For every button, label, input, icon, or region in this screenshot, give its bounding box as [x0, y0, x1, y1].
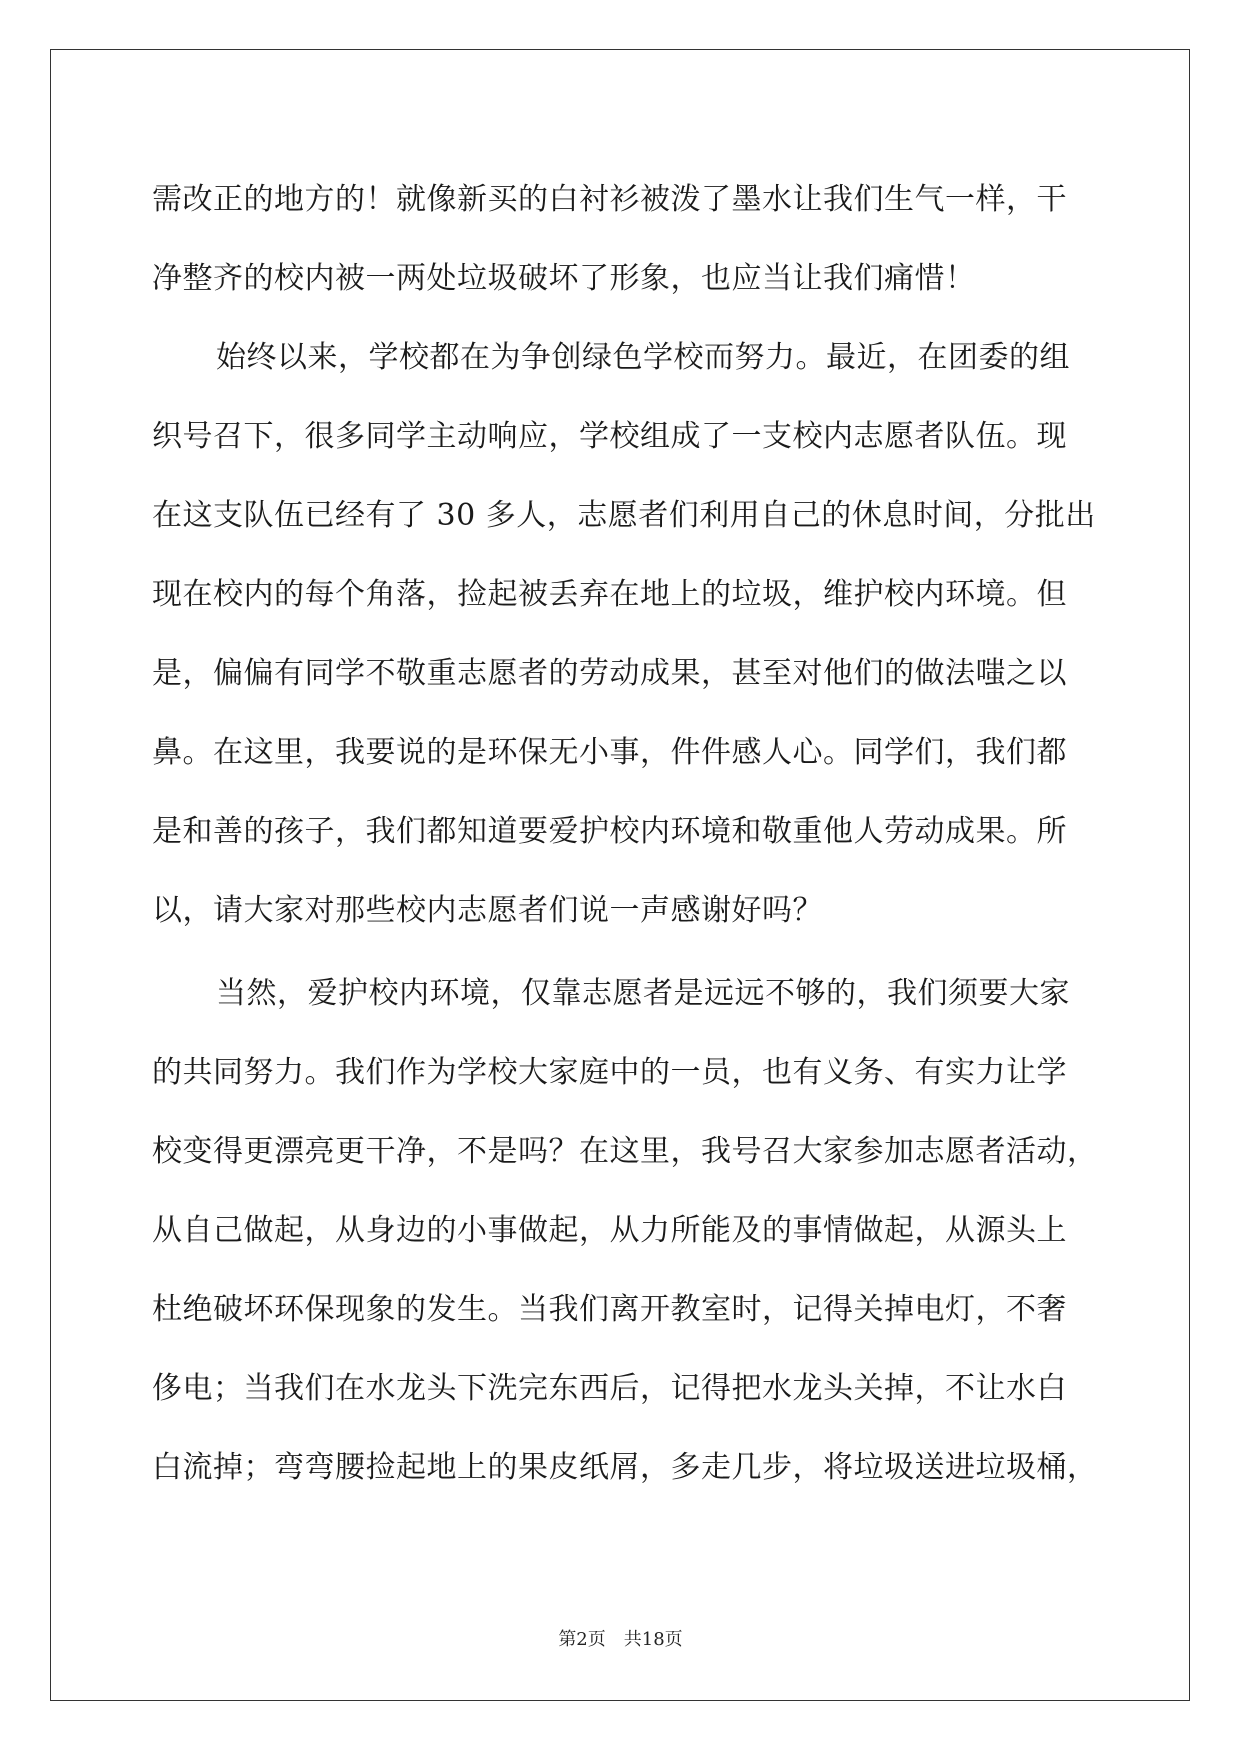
paragraph-start-line: 当然，爱护校内环境，仅靠志愿者是远远不够的，我们须要大家: [216, 976, 1070, 1011]
text-line: 的共同努力。我们作为学校大家庭中的一员，也有义务、有实力让学: [152, 1055, 1067, 1090]
text-line: 杜绝破坏环保现象的发生。当我们离开教室时，记得关掉电灯，不奢: [152, 1292, 1067, 1327]
text-line: 白流掉；弯弯腰捡起地上的果皮纸屑，多走几步，将垃圾送进垃圾桶，: [152, 1450, 1098, 1485]
document-body: [152, 160, 1098, 1507]
text-line: 以，请大家对那些校内志愿者们说一声感谢好吗？: [152, 893, 823, 928]
total-pages-label: 共18页: [623, 1629, 683, 1650]
text-line: 在这支队伍已经有了 30 多人，志愿者们利用自己的休息时间，分批出: [152, 498, 1096, 533]
text-line: 校变得更漂亮更干净，不是吗？在这里，我号召大家参加志愿者活动，: [152, 1134, 1098, 1169]
text-line: 侈电；当我们在水龙头下洗完东西后，记得把水龙头关掉，不让水白: [152, 1371, 1067, 1406]
page-number-footer: [0, 1625, 1241, 1651]
text-line: 需改正的地方的！就像新买的白衬衫被泼了墨水让我们生气一样，干: [152, 182, 1067, 217]
text-line: 鼻。在这里，我要说的是环保无小事，件件感人心。同学们，我们都: [152, 735, 1067, 770]
text-line: 从自己做起，从身边的小事做起，从力所能及的事情做起，从源头上: [152, 1213, 1067, 1248]
text-line: 是和善的孩子，我们都知道要爱护校内环境和敬重他人劳动成果。所: [152, 814, 1067, 849]
text-line: 织号召下，很多同学主动响应，学校组成了一支校内志愿者队伍。现: [152, 419, 1067, 454]
text-line: 现在校内的每个角落，捡起被丢弃在地上的垃圾，维护校内环境。但: [152, 577, 1067, 612]
text-line: 净整齐的校内被一两处垃圾破坏了形象，也应当让我们痛惜！: [152, 261, 976, 296]
text-line: 是，偏偏有同学不敬重志愿者的劳动成果，甚至对他们的做法嗤之以: [152, 656, 1067, 691]
paragraph-start-line: 始终以来，学校都在为争创绿色学校而努力。最近，在团委的组: [216, 340, 1070, 375]
current-page-label: 第2页: [558, 1629, 606, 1650]
